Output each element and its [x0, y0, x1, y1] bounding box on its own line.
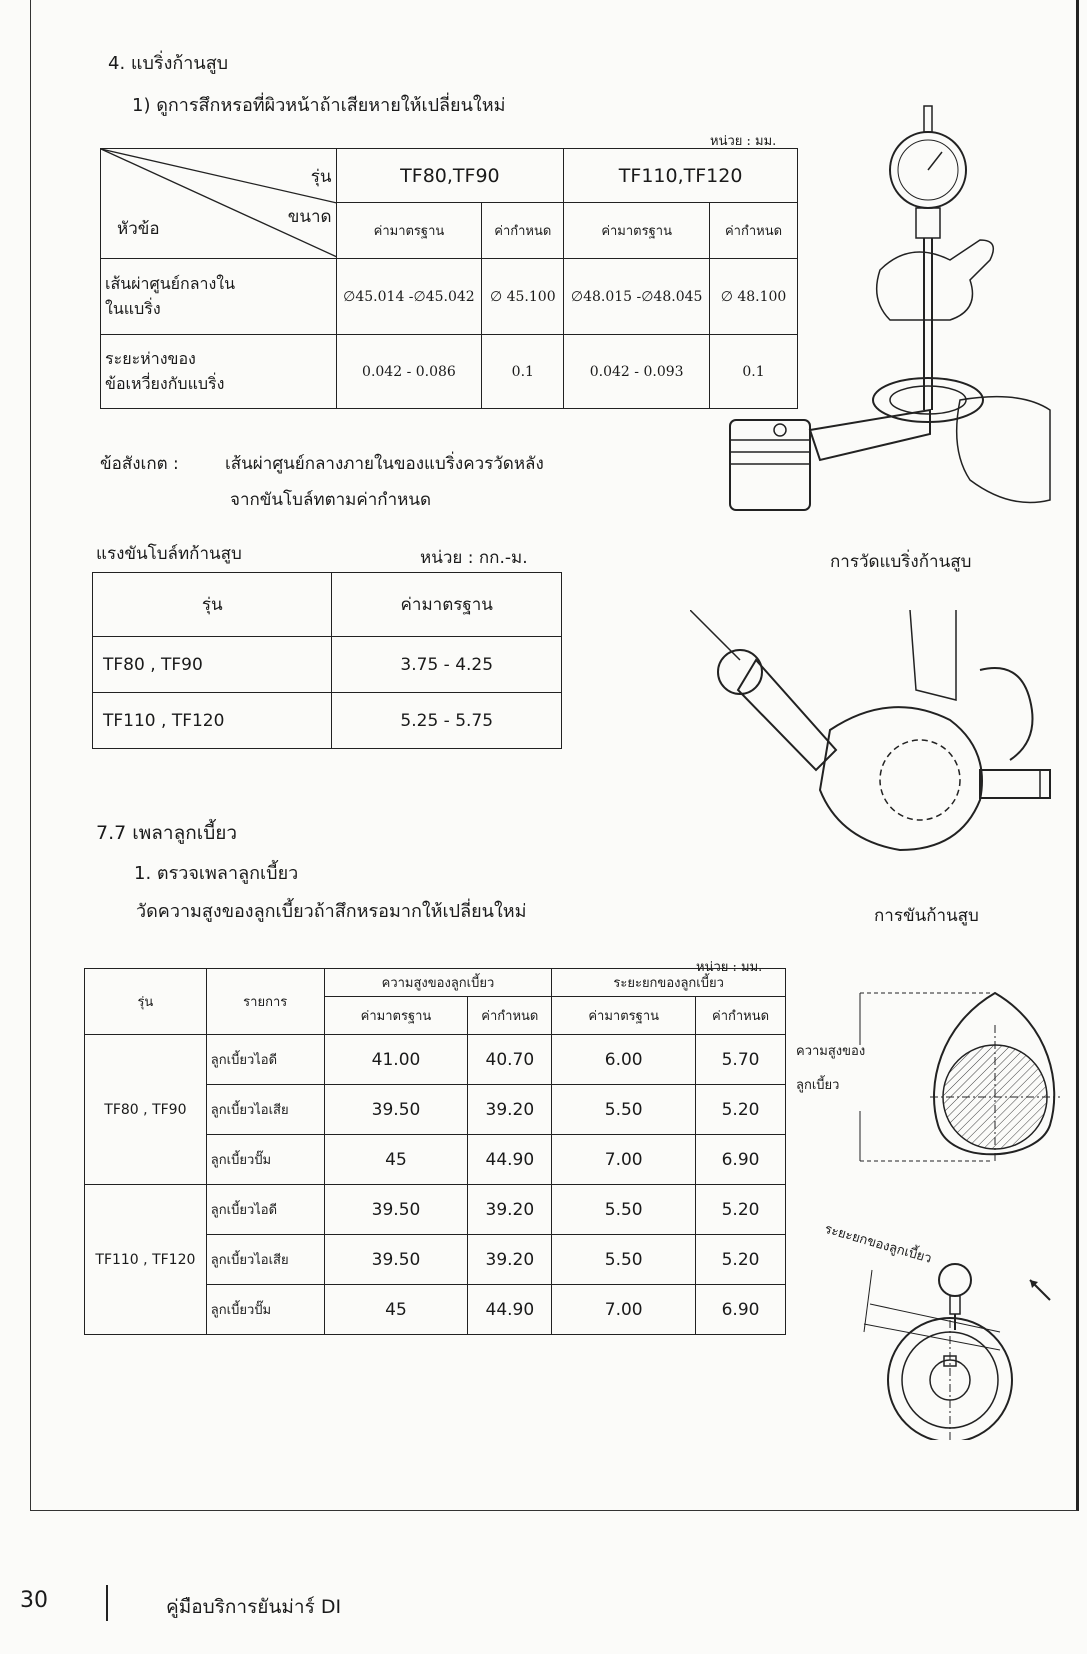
fig2-caption: การขันก้านสูบ — [874, 906, 979, 926]
cam-lift-std: 7.00 — [552, 1135, 696, 1185]
table-row — [93, 693, 562, 749]
cam-group-model: TF110 , TF120 — [85, 1185, 207, 1335]
torque-title: แรงขันโบล์ทก้านสูบ — [96, 544, 242, 564]
cell-a-std: ∅45.014 -∅45.042 — [336, 259, 482, 335]
row-label: ระยะห่างของ ข้อเหวี่ยงกับแบริ่ง — [101, 335, 337, 409]
cam-item: ลูกเบี้ยวไอดี — [206, 1035, 324, 1085]
cam-height-std: 39.50 — [324, 1235, 468, 1285]
section-77-heading: 7.7 เพลาลูกเบี้ยว — [96, 822, 238, 844]
cam-height-std: 39.50 — [324, 1085, 468, 1135]
cam-lift-limit: 6.90 — [696, 1285, 786, 1335]
cam-height-std: 45 — [324, 1135, 468, 1185]
cam-height-header: ความสูงของลูกเบี้ยว — [324, 969, 552, 997]
cam-lift-std: 6.00 — [552, 1035, 696, 1085]
cell-b-limit: ∅ 48.100 — [710, 259, 798, 335]
diag-topic-label: หัวข้อ — [117, 219, 160, 239]
row-label: เส้นผ่าศูนย์กลางใน ในแบริ่ง — [101, 259, 337, 335]
torque-model-cell: TF110 , TF120 — [93, 693, 332, 749]
cam-lift-limit: 5.20 — [696, 1085, 786, 1135]
torque-table — [92, 572, 562, 749]
table-row — [85, 1185, 786, 1235]
note-line-1: เส้นผ่าศูนย์กลางภายในของแบริ่งควรวัดหลัง — [225, 454, 544, 474]
torque-model-header: รุ่น — [93, 573, 332, 637]
fig1-caption: การวัดแบริ่งก้านสูบ — [830, 552, 972, 572]
cam-lift-limit: 5.20 — [696, 1185, 786, 1235]
cam-item: ลูกเบี้ยวปั๊ม — [206, 1285, 324, 1335]
table-row — [93, 637, 562, 693]
bearing-measure-figure — [720, 100, 1060, 540]
cell-b-limit: 0.1 — [710, 335, 798, 409]
cam-height-std: 45 — [324, 1285, 468, 1335]
cam-item: ลูกเบี้ยวปั๊ม — [206, 1135, 324, 1185]
cam-lift-limit: 5.20 — [696, 1235, 786, 1285]
diag-model-label: รุ่น — [310, 167, 332, 187]
cam-lift-header: ระยะยกของลูกเบี้ยว — [552, 969, 786, 997]
section-4-step-1: 1) ดูการสึกหรอที่ผิวหน้าถ้าเสียหายให้เปลี่ยนใหม่ — [132, 95, 506, 116]
cell-a-limit: 0.1 — [482, 335, 564, 409]
cam-lift-std-header: ค่ามาตรฐาน — [552, 997, 696, 1035]
model-b-limit-header: ค่ากำหนด — [710, 203, 798, 259]
model-b-std-header: ค่ามาตรฐาน — [564, 203, 710, 259]
cam-unit: หน่วย : มม. — [696, 960, 763, 975]
footer-divider — [106, 1585, 108, 1621]
section-77-desc: วัดความสูงของลูกเบี้ยวถ้าสึกหรอมากให้เปลี่ยนใหม่ — [136, 901, 527, 922]
cam-height-limit: 39.20 — [468, 1185, 552, 1235]
bearing-table — [100, 148, 798, 409]
rod-tighten-figure — [690, 610, 1070, 890]
cam-height-limit: 40.70 — [468, 1035, 552, 1085]
cam-height-limit: 39.20 — [468, 1235, 552, 1285]
cam-lift-std: 5.50 — [552, 1235, 696, 1285]
torque-model-cell: TF80 , TF90 — [93, 637, 332, 693]
cam-height-figure — [850, 985, 1060, 1170]
cell-b-std: ∅48.015 -∅48.045 — [564, 259, 710, 335]
model-b-header: TF110,TF120 — [564, 149, 798, 203]
page-number: 30 — [20, 1588, 48, 1613]
note-line-2: จากขันโบล์ทตามค่ากำหนด — [230, 490, 432, 510]
cam-height-std-header: ค่ามาตรฐาน — [324, 997, 468, 1035]
cam-group-model: TF80 , TF90 — [85, 1035, 207, 1185]
cam-item-header: รายการ — [206, 969, 324, 1035]
footer-title: คู่มือบริการยันม่าร์ DI — [166, 1596, 342, 1618]
section-4-heading: 4. แบริ่งก้านสูบ — [108, 53, 229, 74]
model-a-limit-header: ค่ากำหนด — [482, 203, 564, 259]
torque-std-header: ค่ามาตรฐาน — [332, 573, 562, 637]
diagonal-header-cell — [101, 149, 337, 259]
cell-b-std: 0.042 - 0.093 — [564, 335, 710, 409]
section-77-step-1: 1. ตรวจเพลาลูกเบี้ยว — [134, 863, 299, 884]
cam-model-header: รุ่น — [85, 969, 207, 1035]
torque-value-cell: 3.75 - 4.25 — [332, 637, 562, 693]
fig4-label: ระยะยกของลูกเบี้ยว — [822, 1221, 934, 1267]
cam-lift-limit: 6.90 — [696, 1135, 786, 1185]
cam-lift-limit: 5.70 — [696, 1035, 786, 1085]
cam-height-std: 41.00 — [324, 1035, 468, 1085]
bearing-unit: หน่วย : มม. — [710, 134, 777, 149]
cam-lift-limit-header: ค่ากำหนด — [696, 997, 786, 1035]
cam-height-limit: 44.90 — [468, 1135, 552, 1185]
cam-height-limit: 44.90 — [468, 1285, 552, 1335]
cam-lift-std: 7.00 — [552, 1285, 696, 1335]
table-row — [101, 259, 798, 335]
cell-a-limit: ∅ 45.100 — [482, 259, 564, 335]
note-label: ข้อสังเกต : — [100, 454, 179, 474]
cam-table — [84, 968, 786, 1335]
cam-lift-std: 5.50 — [552, 1185, 696, 1235]
cam-lift-std: 5.50 — [552, 1085, 696, 1135]
torque-value-cell: 5.25 - 5.75 — [332, 693, 562, 749]
diag-size-label: ขนาด — [287, 207, 332, 227]
cam-height-std: 39.50 — [324, 1185, 468, 1235]
cam-height-limit: 39.20 — [468, 1085, 552, 1135]
fig3-label-1: ความสูงของ — [796, 1044, 866, 1059]
cam-height-limit-header: ค่ากำหนด — [468, 997, 552, 1035]
table-row — [85, 1035, 786, 1085]
cam-item: ลูกเบี้ยวไอเสีย — [206, 1085, 324, 1135]
model-a-std-header: ค่ามาตรฐาน — [336, 203, 482, 259]
torque-unit: หน่วย : กก.-ม. — [420, 548, 528, 568]
cam-item: ลูกเบี้ยวไอเสีย — [206, 1235, 324, 1285]
table-row — [101, 335, 798, 409]
model-a-header: TF80,TF90 — [336, 149, 564, 203]
cell-a-std: 0.042 - 0.086 — [336, 335, 482, 409]
cam-item: ลูกเบี้ยวไอดี — [206, 1185, 324, 1235]
fig3-label-2: ลูกเบี้ยว — [796, 1078, 840, 1093]
